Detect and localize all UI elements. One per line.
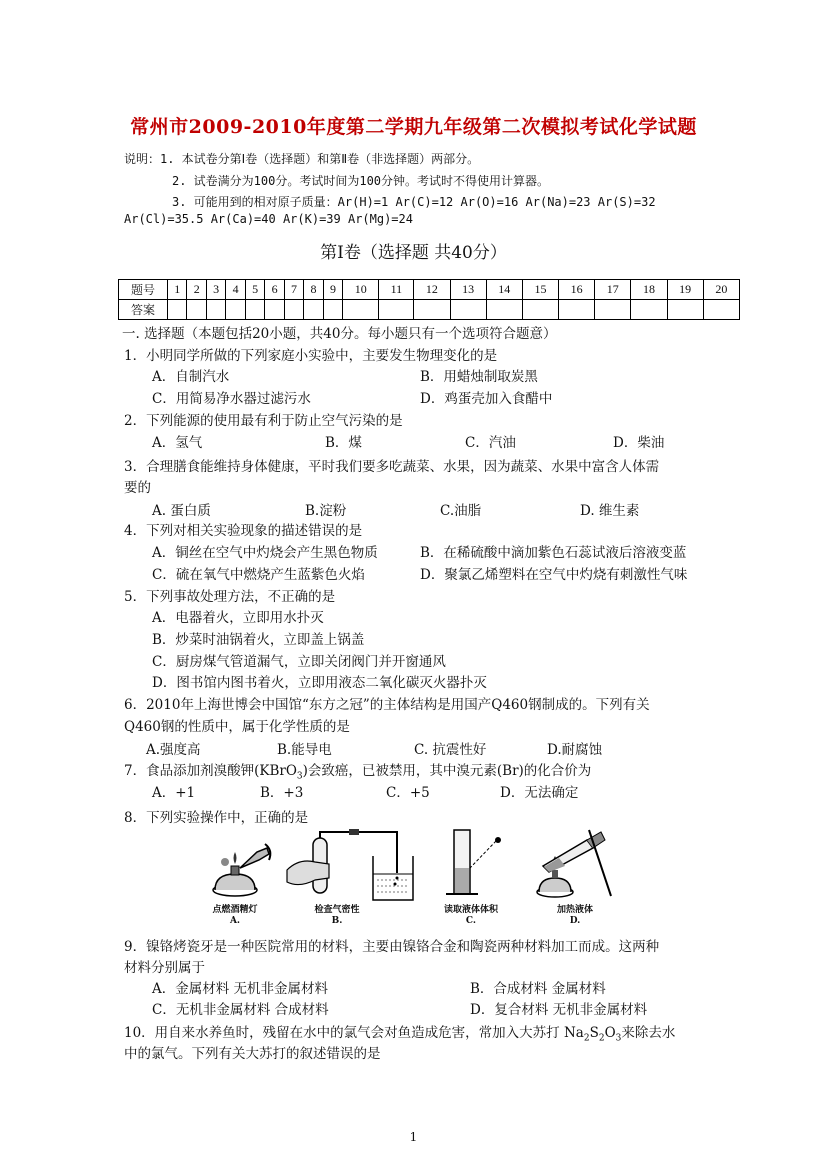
answer-cell[interactable] [343,300,379,320]
answer-table-number: 20 [703,280,739,300]
figure-a-caption: 点燃酒精灯 [212,905,258,915]
question-4-option-b: B．在稀硫酸中滴加紫色石蕊试液后溶液变蓝 [420,545,687,561]
question-2-option-a: A．氢气 [152,435,203,451]
answer-cell[interactable] [245,300,264,320]
answer-cell[interactable] [486,300,522,320]
answer-table-number: 14 [486,280,522,300]
answer-table-number: 5 [245,280,264,300]
answer-cell[interactable] [265,300,284,320]
figure-c-reading-volume [430,828,510,900]
answer-cell[interactable] [206,300,225,320]
question-10-subscript: 2 [598,1033,605,1044]
question-9-option-b: B．合成材料 金属材料 [470,981,606,997]
question-7-stem-part: 7．食品添加剂溴酸钾(KBrO [124,763,297,779]
answer-table-number: 2 [187,280,206,300]
question-10-stem-part: S [589,1025,599,1041]
figure-b-label: B. [331,916,343,926]
answer-table-number: 17 [595,280,631,300]
answer-table-number: 1 [168,280,187,300]
question-2-option-d: D．柴油 [613,435,665,451]
question-10-stem-line-1 [124,1021,675,1044]
question-1-option-c: C．用简易净水器过滤污水 [152,391,311,407]
question-10-stem-part: 10．用自来水养鱼时，残留在水中的氯气会对鱼造成危害，常加入大苏打 Na [124,1025,584,1041]
answer-table-number: 15 [522,280,558,300]
question-1-stem: 1．小明同学所做的下列家庭小实验中，主要发生物理变化的是 [124,348,498,364]
section-title: 第Ⅰ卷（选择题 共40分） [320,243,507,263]
question-6-stem-line-2: Q460钢的性质中，属于化学性质的是 [124,719,350,735]
question-2-stem: 2．下列能源的使用最有利于防止空气污染的是 [124,413,403,429]
question-9-stem-line-2: 材料分别属于 [124,960,205,976]
note-line-4: Ar(Cl)=35.5 Ar(Ca)=40 Ar(K)=39 Ar(Mg)=24 [124,212,413,226]
figure-d-heating-liquid [525,826,625,902]
question-10-stem-part: 来除去水 [621,1025,676,1041]
question-1-option-a: A．自制汽水 [152,369,230,385]
answer-table-number: 8 [304,280,323,300]
page-number: 1 [409,1130,418,1144]
answer-cell[interactable] [187,300,206,320]
answer-table-number: 3 [206,280,225,300]
figure-b-caption: 检查气密性 [314,905,360,915]
question-5-stem: 5．下列事故处理方法，不正确的是 [124,589,336,605]
question-7-option-a: A．+1 [152,785,196,801]
figure-c-label: C. [465,916,477,926]
answer-table-number: 16 [559,280,595,300]
question-6-option-a: A.强度高 [146,742,201,758]
answer-table-number: 4 [226,280,245,300]
answer-table-number: 6 [265,280,284,300]
figure-d-caption: 加热液体 [556,905,593,915]
question-3-stem-line-1: 3．合理膳食能维持身体健康，平时我们要多吃蔬菜、水果，因为蔬菜、水果中富含人体需 [124,459,660,475]
figure-c-caption: 读取液体体积 [443,905,498,915]
page-title: 常州市2009-2010年度第二学期九年级第二次模拟考试化学试题 [130,116,697,138]
answer-cell[interactable] [226,300,245,320]
question-4-stem: 4．下列对相关实验现象的描述错误的是 [124,523,363,539]
answer-cell[interactable] [168,300,187,320]
question-5-option-b: B．炒菜时油锅着火，立即盖上锅盖 [152,632,365,648]
question-3-option-b: B.淀粉 [305,503,347,519]
answer-table-number: 18 [631,280,667,300]
answer-table-number: 10 [343,280,379,300]
answer-cell[interactable] [522,300,558,320]
question-9-stem-line-1: 9．镍铬烤瓷牙是一种医院常用的材料，主要由镍铬合金和陶瓷两种材料加工而成。这两种 [124,939,660,955]
question-9-option-a: A．金属材料 无机非金属材料 [152,981,329,997]
answer-cell[interactable] [414,300,450,320]
question-6-option-d: D.耐腐蚀 [547,742,603,758]
question-5-option-a: A．电器着火，立即用水扑灭 [152,610,324,626]
answer-table-number: 11 [379,280,414,300]
question-9-option-c: C．无机非金属材料 合成材料 [152,1002,329,1018]
figure-a-lighting-lamp [195,838,280,900]
answer-table [118,279,740,320]
question-3-option-a: A. 蛋白质 [152,503,211,519]
answer-table-number: 7 [284,280,303,300]
answer-cell[interactable] [631,300,667,320]
part-heading: 一. 选择题（本题包括20小题，共40分。每小题只有一个选项符合题意） [122,326,557,342]
answer-table-answer-row [119,300,740,320]
answer-cell[interactable] [667,300,703,320]
question-5-option-c: C．厨房煤气管道漏气，立即关闭阀门并开窗通风 [152,654,446,670]
answer-cell[interactable] [559,300,595,320]
answer-table-header-number: 题号 [119,280,168,300]
question-5-option-d: D．图书馆内图书着火，立即用液态二氧化碳灭火器扑灭 [152,675,487,691]
answer-cell[interactable] [323,300,342,320]
answer-cell[interactable] [304,300,323,320]
question-8-stem: 8．下列实验操作中，正确的是 [124,810,309,826]
figure-a-label: A. [229,916,241,926]
answer-cell[interactable] [703,300,739,320]
question-4-option-a: A．铜丝在空气中灼烧会产生黑色物质 [152,545,378,561]
question-4-option-c: C．硫在氧气中燃烧产生蓝紫色火焰 [152,567,365,583]
question-10-subscript: 3 [615,1033,622,1044]
question-6-option-b: B.能导电 [277,742,332,758]
answer-cell[interactable] [450,300,486,320]
answer-table-number-row [119,280,740,300]
question-2-option-b: B．煤 [325,435,362,451]
answer-table-header-answer: 答案 [119,300,168,320]
note-line-1: 说明：1. 本试卷分第Ⅰ卷（选择题）和第Ⅱ卷（非选择题）两部分。 [124,152,480,166]
question-7-subscript: 3 [296,771,303,782]
question-3-option-c: C.油脂 [440,503,482,519]
answer-cell[interactable] [595,300,631,320]
question-1-option-b: B．用蜡烛制取炭黑 [420,369,538,385]
answer-table-number: 19 [667,280,703,300]
question-1-option-d: D．鸡蛋壳加入食醋中 [420,391,553,407]
question-3-option-d: D. 维生素 [580,503,640,519]
question-4-option-d: D．聚氯乙烯塑料在空气中灼烧有刺激性气味 [420,567,688,583]
question-10-stem-line-2: 中的氯气。下列有关大苏打的叙述错误的是 [124,1046,381,1062]
figure-b-air-tightness [285,828,420,903]
answer-table-number: 13 [450,280,486,300]
answer-cell[interactable] [379,300,414,320]
answer-table-number: 12 [414,280,450,300]
note-line-3: 3. 可能用到的相对原子质量：Ar(H)=1 Ar(C)=12 Ar(O)=16 Ar(Na)=23 Ar(S)=32 [172,195,656,209]
question-9-option-d: D．复合材料 无机非金属材料 [470,1002,648,1018]
answer-cell[interactable] [284,300,303,320]
question-6-stem-line-1: 6．2010年上海世博会中国馆“东方之冠”的主体结构是用国产Q460钢制成的。下列有关 [124,697,650,713]
question-7-option-c: C．+5 [386,785,430,801]
question-2-option-c: C．汽油 [465,435,516,451]
question-6-option-c: C. 抗震性好 [414,742,487,758]
answer-table-number: 9 [323,280,342,300]
question-7-stem-part: )会致癌，已被禁用，其中溴元素(Br)的化合价为 [302,763,592,779]
note-line-2: 2. 试卷满分为100分。考试时间为100分钟。考试时不得使用计算器。 [172,174,550,188]
question-3-stem-line-2: 要的 [124,480,151,496]
question-7-stem [124,759,591,782]
question-10-subscript: 2 [583,1033,590,1044]
question-7-option-d: D．无法确定 [500,785,579,801]
figure-d-label: D. [569,916,581,926]
question-7-option-b: B．+3 [260,785,304,801]
question-10-stem-part: O [604,1025,616,1041]
